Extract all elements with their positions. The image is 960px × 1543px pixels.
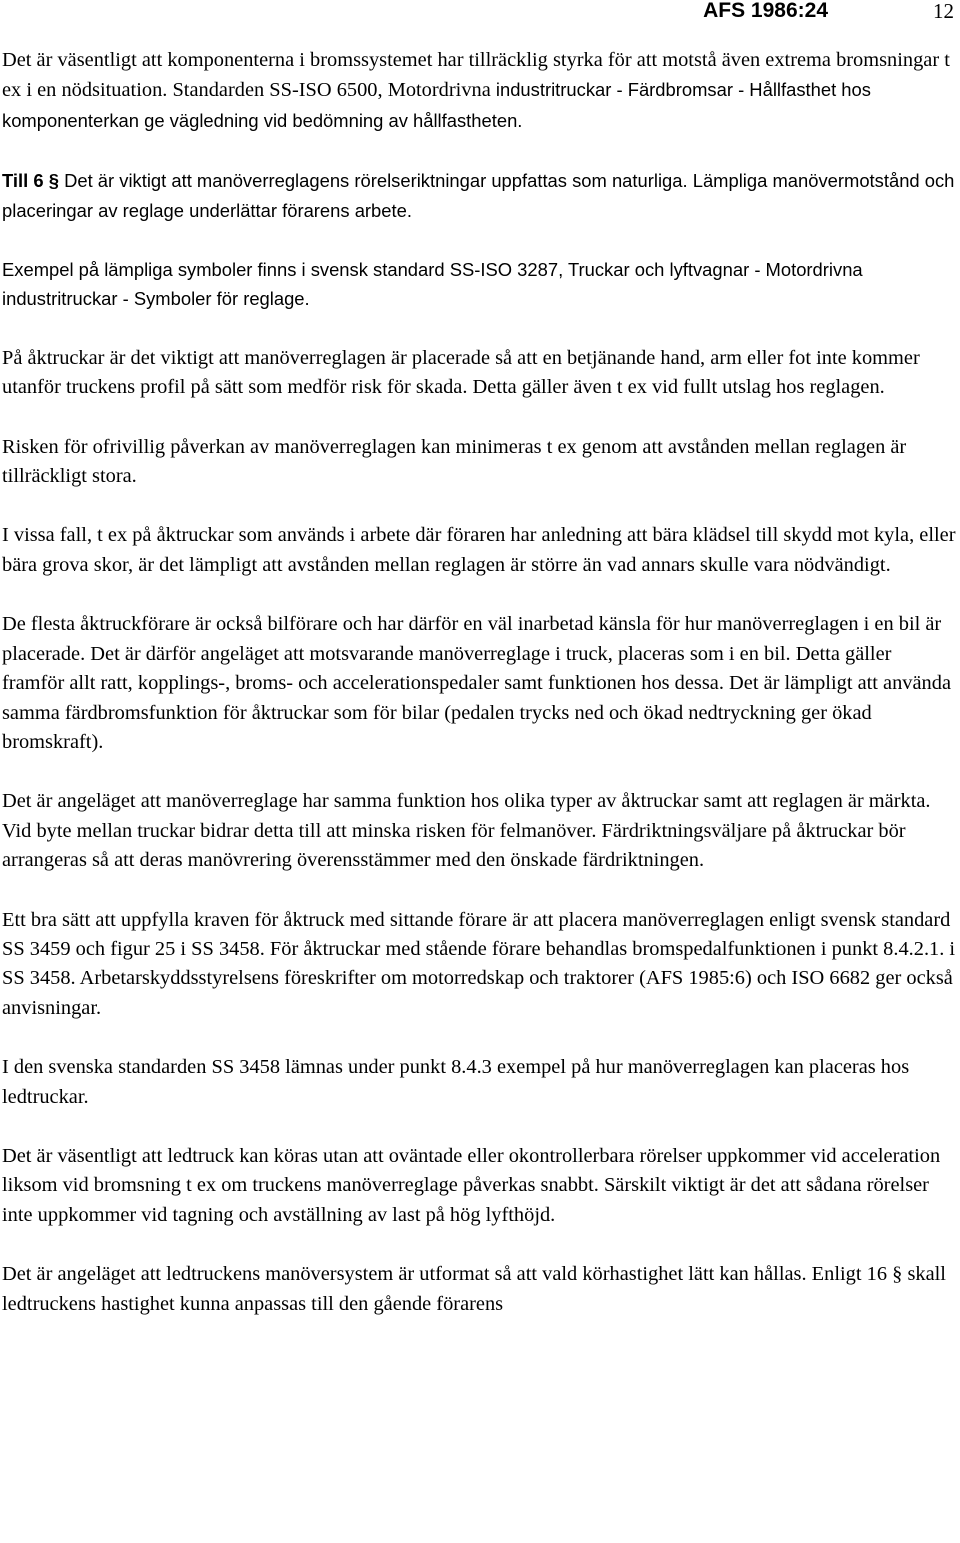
page-header (0, 0, 960, 24)
paragraph-text: Det är viktigt att manöverreglagens rörelseriktningar uppfattas som naturliga. Lämpliga manövermotstånd och placeringar av reglage underlättar förarens arbete. (2, 170, 955, 221)
paragraph-car-drivers (2, 610, 958, 757)
paragraph-same-function (2, 787, 958, 875)
paragraph-ledtruckar (2, 1053, 958, 1112)
paragraph-text: Det är väsentligt att komponenterna i bromssystemet har tillräcklig styrka för att motstå även extrema bromsningar t ex i en nödsituation. Standarden SS-ISO 6500, Motordrivna (2, 49, 950, 102)
paragraph-speed-control (2, 1260, 958, 1319)
paragraph-text: De flesta åktruckförare är också bilförare och har därför en väl inarbetad känsla för hur manöverreglagen i en bil är placerade. Det är därför angeläget att motsvarande manöverreglage i truck, placeras som i en bil. Detta gäller framför allt ratt, kopplings-, broms- och accelerationspedaler samt funktionen hos dessa. Det är lämpligt att använda samma färdbromsfunktion för åktruckar som för bilar (pedalen trycks ned och ökad nedtryckning ger ökad bromskraft). (2, 613, 951, 753)
paragraph-text: skall ledtruckens hastighet kunna anpassas till den gående förarens (2, 1263, 946, 1315)
section-label: Till 6 (2, 170, 44, 192)
paragraph-text: Det är angeläget att manöverreglage har samma funktion hos olika typer av åktruckar samt att reglagen är märkta. Vid byte mellan truckar bidrar detta till att minska risken för felmanöver. Färdriktningsväljare på åktruckar bör arrangeras så att deras manövrering överensstämmer med den önskade färdriktningen. (2, 790, 931, 872)
paragraph-text: Det är väsentligt att ledtruck kan köras utan att oväntade eller okontrollerbara rörelser uppkommer vid acceleration liksom vid bromsning t ex om truckens manöverreglage påverkas snabbt. Särskilt viktigt är det att sådana rörelser inte uppkommer vid tagning och avställning av last på hög lyfthöjd. (2, 1144, 941, 1226)
paragraph-symbols (2, 255, 958, 314)
paragraph-text: Exempel på lämpliga symboler finns i svensk standard SS-ISO 3287, Truckar och lyftvagnar - Motordrivna industritruckar - Symboler för reglage. (2, 259, 863, 310)
paragraph-control-placement (2, 344, 958, 403)
paragraph-till-6 (2, 166, 958, 225)
paragraph-text: Det är angeläget att ledtruckens manöversystem är utformat så att vald körhastighet lätt kan hållas. Enligt 16 (2, 1263, 888, 1286)
paragraph-text: I den svenska standarden SS 3458 lämnas under punkt 8.4.3 exempel på hur manöverreglagen kan placeras hos ledtruckar. (2, 1056, 910, 1108)
paragraph-text: Risken för ofrivillig påverkan av manöverreglagen kan minimeras t ex genom att avstånden mellan reglagen är tillräckligt stora. (2, 435, 907, 488)
paragraph-brake-strength (2, 46, 958, 136)
paragraph-unintended-activation (2, 433, 958, 492)
paragraph-unexpected-movements (2, 1142, 958, 1230)
paragraph-cold-clothing (2, 521, 958, 580)
document-body (2, 46, 958, 1349)
paragraph-standards (2, 906, 958, 1024)
paragraph-text-sans: industritruckar - Färdbromsar - Hållfasthet hos komponenterkan ge vägledning vid bedömning av hållfastheten. (2, 79, 871, 131)
paragraph-text: På åktruckar är det viktigt att manöverreglagen är placerade så att en betjänande hand, arm eller fot inte kommer utanför truckens profil på sätt som medför risk för skada. Detta gäller även t ex vid fullt utslag hos reglagen. (2, 346, 920, 399)
document-id: AFS 1986:24 (703, 0, 828, 22)
paragraph-text: Ett bra sätt att uppfylla kraven för åktruck med sittande förare är att placera manöverreglagen enligt svensk standard SS 3459 och figur 25 i SS 3458. För åktruckar med stående förare behandlas bromspedalfunktionen i punkt 8.4.2.1. i SS 3458. Arbetarskyddsstyrelsens föreskrifter om motorredskap och traktorer (AFS 1985:6) och ISO 6682 ger också anvisningar. (2, 908, 956, 1019)
paragraph-text: I vissa fall, t ex på åktruckar som används i arbete där föraren har anledning att bära klädsel till skydd mot kyla, eller bära grova skor, är det lämpligt att avstånden mellan reglagen är större än vad annars skulle vara nödvändigt. (2, 524, 956, 576)
page-number: 12 (933, 0, 954, 23)
section-symbol: § (48, 170, 59, 192)
section-symbol: § (892, 1263, 903, 1286)
